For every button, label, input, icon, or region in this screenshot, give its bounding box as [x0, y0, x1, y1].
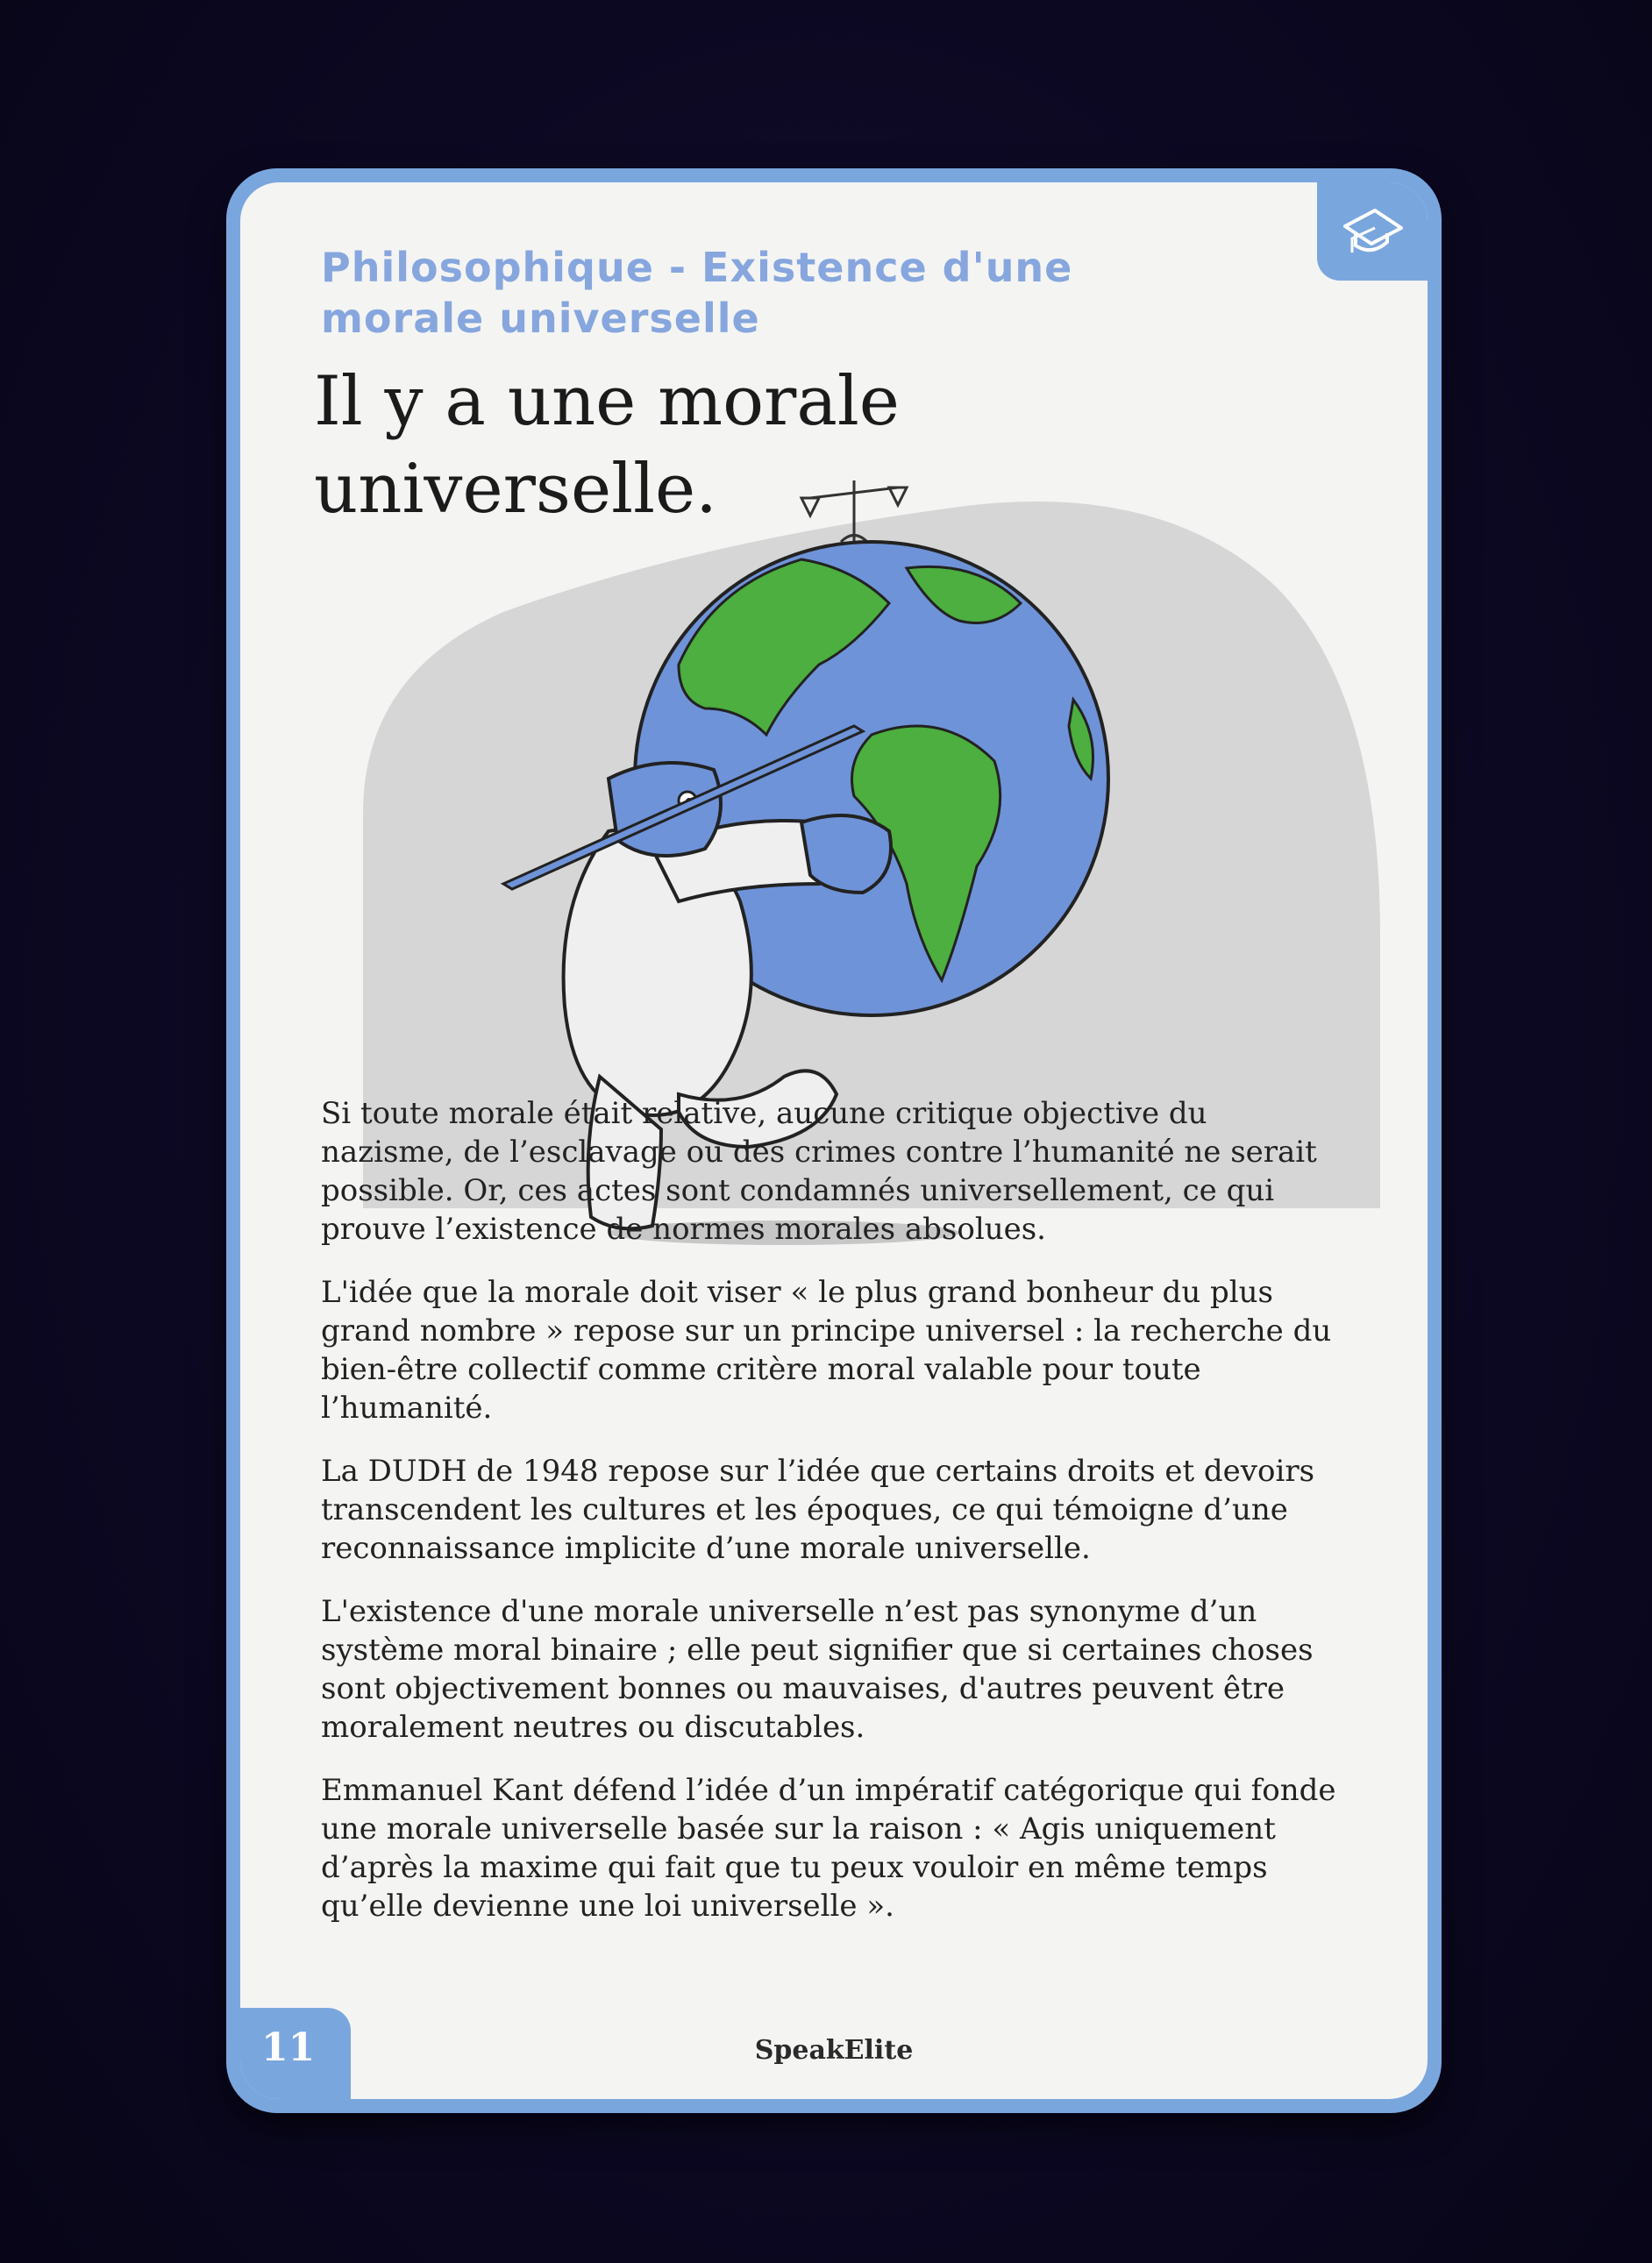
argument-paragraph: Emmanuel Kant défend l’idée d’un impératif catégorique qui fonde une morale universelle basée sur la raison : « Agis uniquement d’après la maxime qui fait que tu peux vouloir en même temps qu’elle devienne une loi universelle ». [321, 1773, 1336, 1924]
card-face [240, 182, 1428, 2099]
graduation-cap-icon [1340, 202, 1405, 261]
card-body [321, 1094, 1347, 1950]
page-number: 11 [261, 2025, 316, 2070]
argument-paragraph: Si toute morale était relative, aucune critique objective du nazisme, de l’esclavage ou des crimes contre l’humanité ne serait possible. Or, ces actes sont condamnés universellement, ce qui prouve l’existence de normes morales absolues. [321, 1096, 1317, 1247]
card-title: Il y a une morale universelle. [314, 362, 900, 529]
category-corner-tab [1317, 182, 1428, 281]
argument-paragraph: La DUDH de 1948 repose sur l’idée que certains droits et devoirs transcendent les cultures et les époques, ce qui témoigne d’une reconnaissance implicite d’une morale universelle. [321, 1454, 1315, 1566]
argument-paragraph: L'existence d'une morale universelle n’est pas synonyme d’un système moral binaire ; elle peut signifier que si certaines choses sont objectivement bonnes ou mauvaises, d'autres peuvent être moralement neutres ou discutables. [321, 1594, 1314, 1745]
brand-name: SpeakElite [754, 2035, 914, 2066]
card-category: Philosophique - Existence d'une morale universelle [321, 244, 1073, 342]
argument-paragraph: L'idée que la morale doit viser « le plus grand bonheur du plus grand nombre » repose sur un principe universel : la recherche du bien-être collectif comme critère moral valable pour toute l’humanité. [321, 1275, 1332, 1426]
debate-card [226, 168, 1442, 2113]
